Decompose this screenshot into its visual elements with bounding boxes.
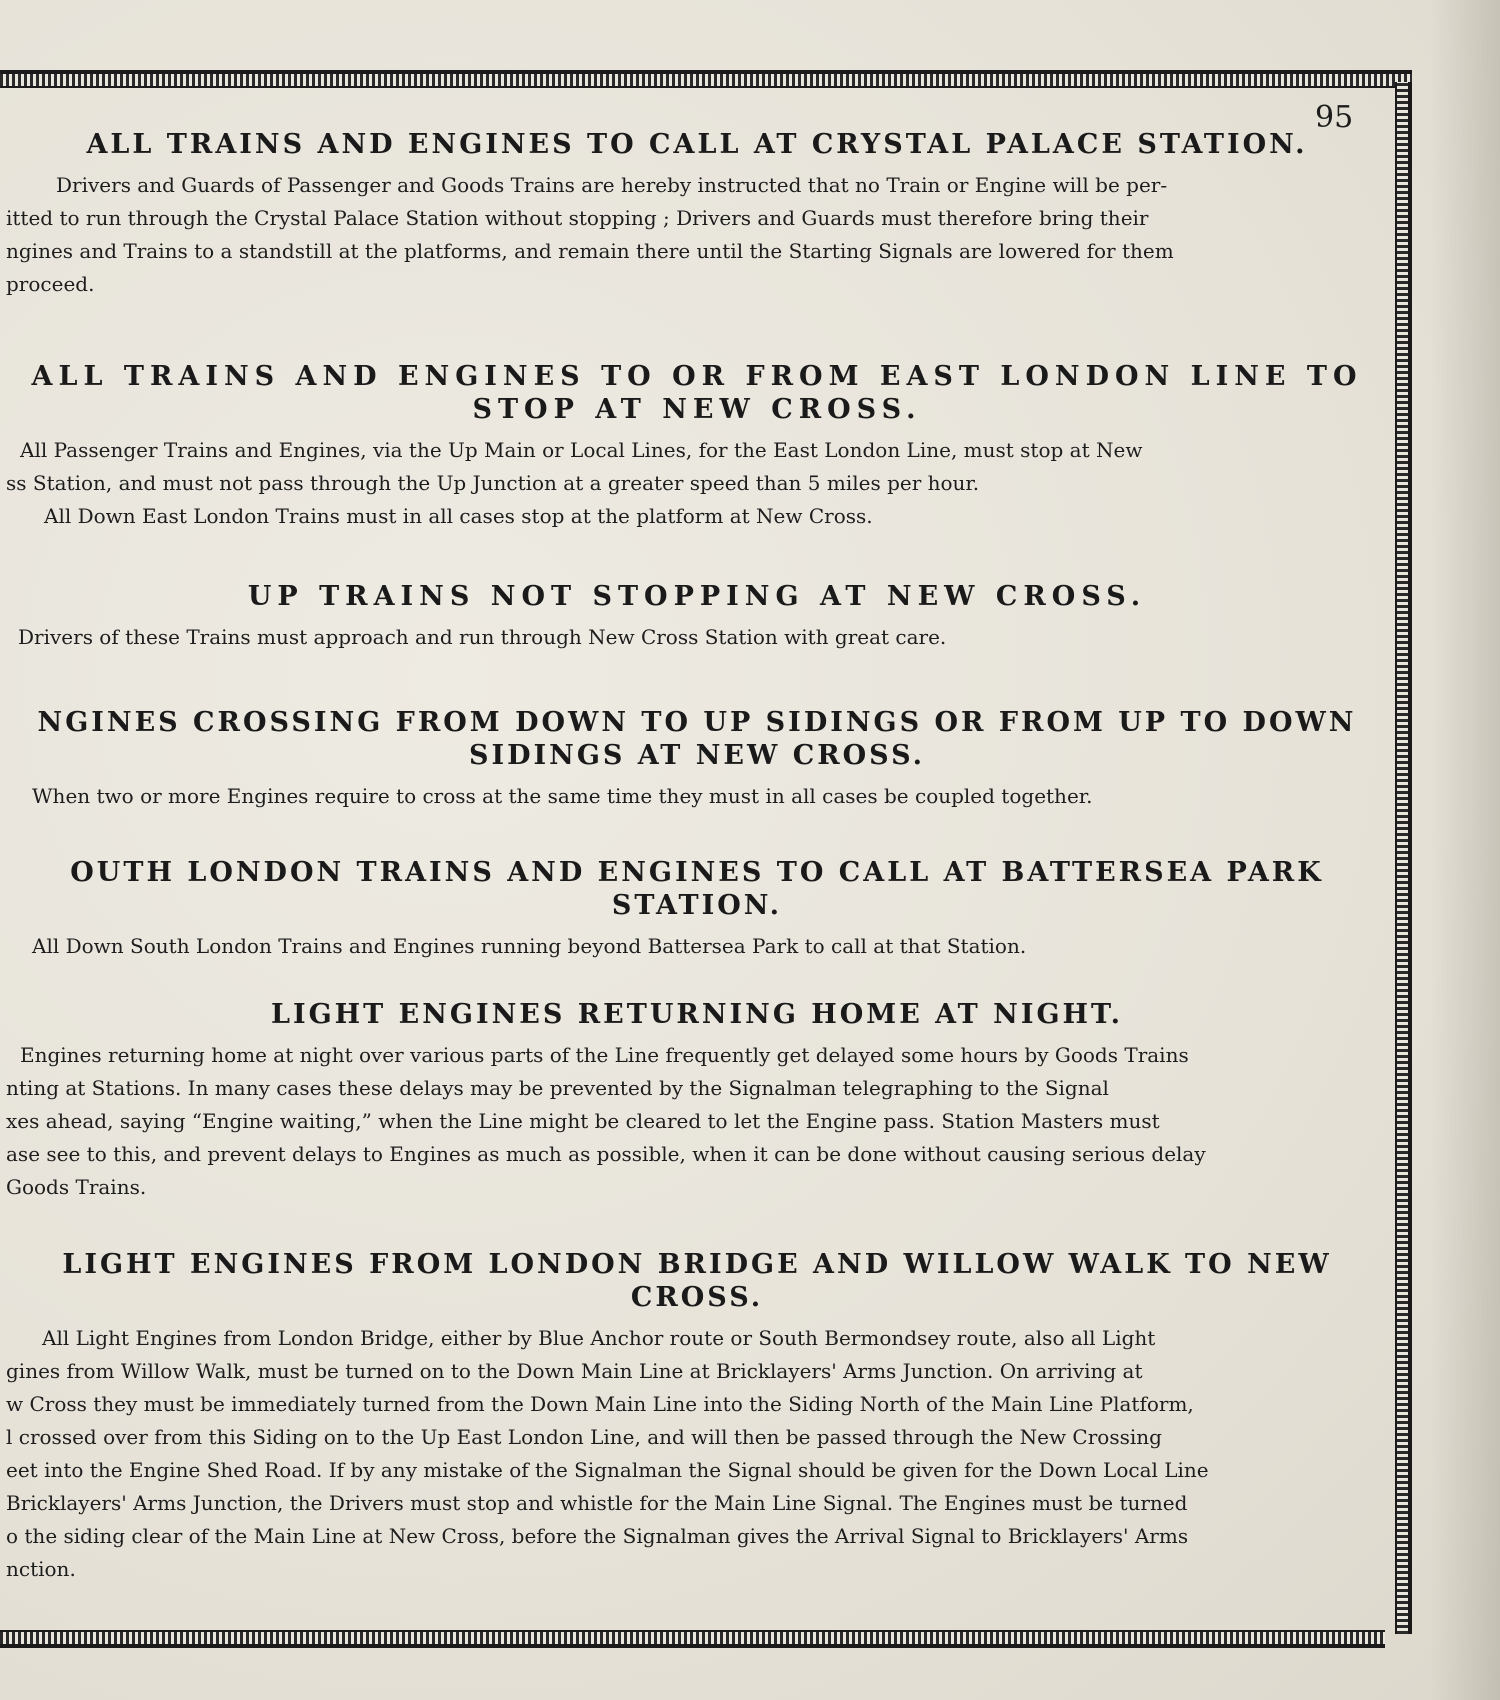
heading-line: STOP AT NEW CROSS. [472, 394, 922, 425]
section-crystal-palace [6, 128, 1388, 301]
section-heading [6, 998, 1388, 1031]
heading-line: LIGHT ENGINES RETURNING HOME AT NIGHT. [270, 999, 1124, 1030]
section-light-engines-london-bridge [6, 1248, 1388, 1586]
text-line: ss Station, and must not pass through the Up Junction at a greater speed than 5 miles per hour. [6, 471, 980, 495]
text-line: All Passenger Trains and Engines, via the Up Main or Local Lines, for the East London Line, must stop at New [20, 438, 1143, 462]
text-line: o the siding clear of the Main Line at New Cross, before the Signalman gives the Arrival Signal to Bricklayers' Arms [6, 1524, 1189, 1548]
heading-line: ALL TRAINS AND ENGINES TO OR FROM EAST LONDON LINE TO [31, 361, 1363, 392]
text-line: When two or more Engines require to cross at the same time they must in all cases be coupled together. [32, 784, 1093, 808]
section-text [6, 621, 1388, 654]
text-line: nction. [6, 1557, 76, 1581]
text-line: ngines and Trains to a standstill at the platforms, and remain there until the Starting Signals are lowered for them [6, 239, 1174, 263]
section-text [6, 930, 1388, 963]
text-line: Drivers and Guards of Passenger and Goods Trains are hereby instructed that no Train or Engine will be per- [56, 173, 1168, 197]
section-heading [6, 580, 1388, 613]
page-border-bottom [0, 1630, 1385, 1648]
text-line: ase see to this, and prevent delays to Engines as much as possible, when it can be done without causing serious delay [6, 1142, 1206, 1166]
text-line: gines from Willow Walk, must be turned on to the Down Main Line at Bricklayers' Arms Junction. On arriving at [6, 1359, 1143, 1383]
section-up-trains-not-stopping [6, 580, 1388, 654]
section-heading [6, 706, 1388, 772]
section-engines-crossing [6, 706, 1388, 813]
section-text [6, 780, 1388, 813]
text-line: Engines returning home at night over various parts of the Line frequently get delayed some hours by Goods Trains [20, 1043, 1189, 1067]
section-east-london-line [6, 360, 1388, 533]
text-line: l crossed over from this Siding on to the Up East London Line, and will then be passed through the New Crossing [6, 1425, 1162, 1449]
text-line: All Down South London Trains and Engines running beyond Battersea Park to call at that Station. [32, 934, 1027, 958]
section-heading [6, 1248, 1388, 1314]
heading-line: LIGHT ENGINES FROM LONDON BRIDGE AND WILLOW WALK TO NEW [62, 1249, 1332, 1280]
page-border-top [0, 70, 1412, 88]
section-text [6, 1322, 1388, 1586]
text-line: Bricklayers' Arms Junction, the Drivers must stop and whistle for the Main Line Signal. The Engines must be turned [6, 1491, 1188, 1515]
section-heading [6, 360, 1388, 426]
text-line: proceed. [6, 272, 95, 296]
heading-line: OUTH LONDON TRAINS AND ENGINES TO CALL AT BATTERSEA PARK [70, 857, 1324, 888]
text-line: itted to run through the Crystal Palace Station without stopping ; Drivers and Guards must therefore bring their [6, 206, 1149, 230]
heading-line: ALL TRAINS AND ENGINES TO CALL AT CRYSTAL PALACE STATION. [86, 129, 1308, 160]
heading-line: NGINES CROSSING FROM DOWN TO UP SIDINGS OR FROM UP TO DOWN [37, 707, 1357, 738]
section-battersea-park [6, 856, 1388, 963]
heading-line: SIDINGS AT NEW CROSS. [468, 740, 926, 771]
page-border-right [1395, 82, 1412, 1634]
section-text [6, 1039, 1388, 1204]
heading-line: STATION. [611, 890, 783, 921]
text-line: xes ahead, saying “Engine waiting,” when the Line might be cleared to let the Engine pass. Station Masters must [6, 1109, 1160, 1133]
text-line: w Cross they must be immediately turned from the Down Main Line into the Siding North of the Main Line Platform, [6, 1392, 1194, 1416]
section-heading [6, 128, 1388, 161]
section-heading [6, 856, 1388, 922]
text-line: eet into the Engine Shed Road. If by any mistake of the Signalman the Signal should be given for the Down Local Line [6, 1458, 1209, 1482]
text-line: Drivers of these Trains must approach and run through New Cross Station with great care. [18, 625, 947, 649]
section-text [6, 169, 1388, 301]
heading-line: UP TRAINS NOT STOPPING AT NEW CROSS. [247, 581, 1147, 612]
section-light-engines-night [6, 998, 1388, 1204]
page-number: 95 [1315, 100, 1354, 135]
text-line: All Down East London Trains must in all cases stop at the platform at New Cross. [44, 504, 873, 528]
page-curl-shadow [1430, 0, 1500, 1700]
text-line: nting at Stations. In many cases these delays may be prevented by the Signalman telegraphing to the Signal [6, 1076, 1109, 1100]
heading-line: CROSS. [630, 1282, 764, 1313]
text-line: Goods Trains. [6, 1175, 147, 1199]
section-text [6, 434, 1388, 533]
text-line: All Light Engines from London Bridge, either by Blue Anchor route or South Bermondsey route, also all Light [42, 1326, 1156, 1350]
